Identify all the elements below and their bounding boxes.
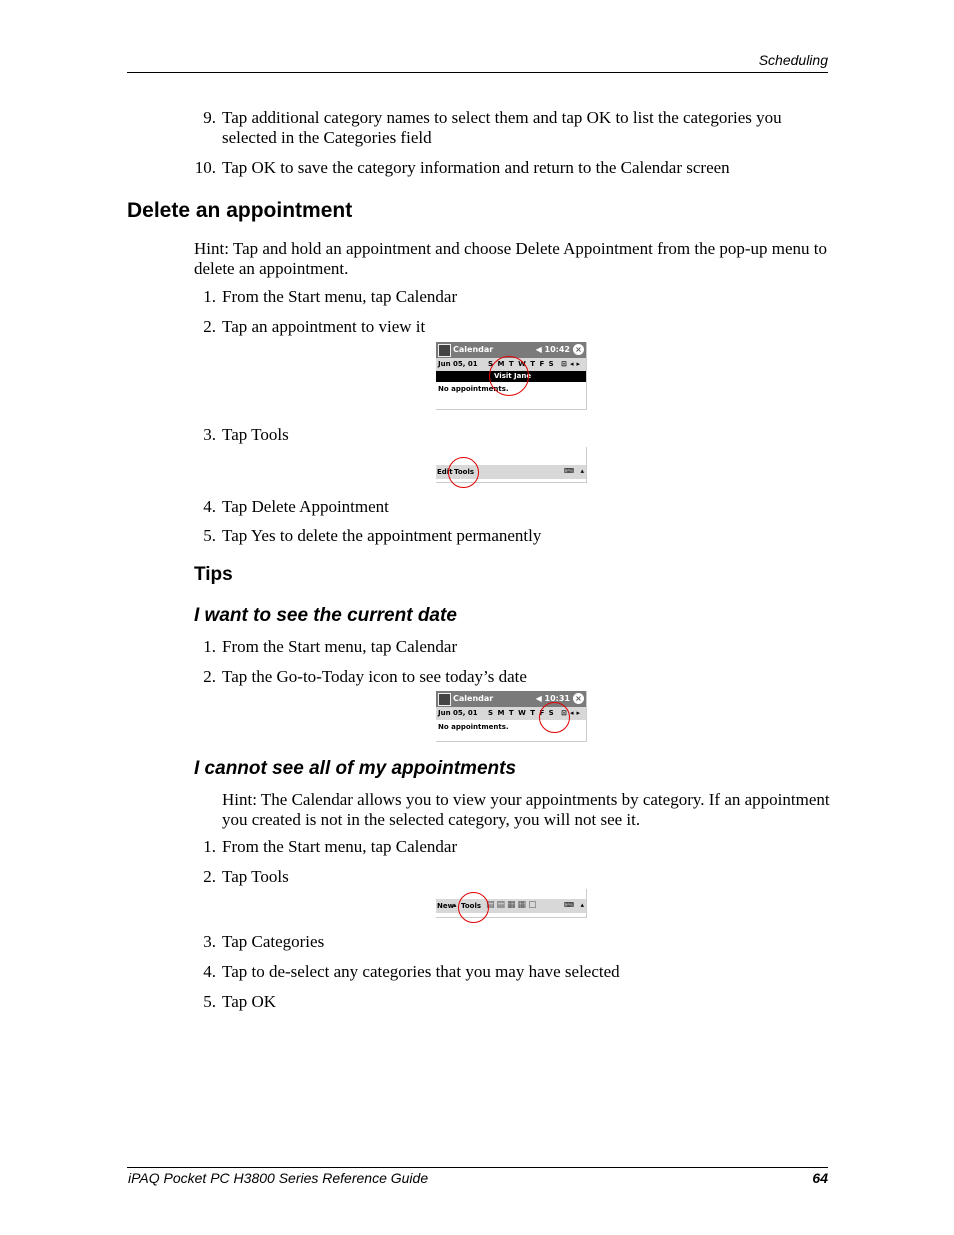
new-menu: New	[437, 902, 455, 910]
weekday-selector: S M T W T F S	[488, 360, 555, 368]
subsection-heading: I want to see the current date	[194, 605, 457, 626]
step-number: 1.	[203, 837, 216, 856]
step-number: 2.	[203, 317, 216, 336]
view-icons	[486, 900, 539, 910]
subsection-heading: I cannot see all of my appointments	[194, 758, 517, 779]
step-number: 4.	[203, 497, 216, 516]
day-view-icon: ▤	[496, 900, 508, 910]
step-number: 1.	[203, 287, 216, 306]
windows-logo-icon	[438, 344, 451, 357]
keyboard-icon: ⌨	[563, 901, 574, 909]
header-rule	[127, 72, 828, 73]
edit-menu: Edit	[437, 468, 453, 476]
date-label: Jun 05, 01	[438, 360, 478, 368]
highlight-circle	[539, 702, 570, 733]
year-view-icon: ▢	[528, 900, 539, 910]
step-text: From the Start menu, tap Calendar	[222, 837, 458, 856]
arrow-right-icon: ▸	[576, 709, 583, 717]
app-title: Calendar	[453, 345, 494, 354]
step-text-line: Tap additional category names to select them and tap OK to list the categories you	[222, 108, 782, 127]
windows-logo-icon	[438, 693, 451, 706]
weekday-selector: S M T W T F S	[488, 709, 555, 717]
step-text: Tap Delete Appointment	[222, 497, 389, 516]
step-number: 9.	[203, 108, 216, 127]
go-to-today-icon: ⊡	[561, 709, 570, 717]
step-text: Tap an appointment to view it	[222, 317, 426, 336]
appointment-label: Visit Jane	[494, 372, 532, 380]
step-number: 2.	[203, 867, 216, 886]
no-appointments-label: No appointments.	[438, 723, 509, 731]
footer-rule	[127, 1167, 828, 1168]
step-number: 3.	[203, 932, 216, 951]
close-icon: ×	[573, 344, 584, 355]
step-number: 4.	[203, 962, 216, 981]
calendar-screenshot-today	[436, 691, 587, 742]
arrow-up-icon: ▴	[580, 467, 584, 475]
step-text: Tap Tools	[222, 867, 289, 886]
step-text: Tap Tools	[222, 425, 289, 444]
step-number: 5.	[203, 526, 216, 545]
footer-title: iPAQ Pocket PC H3800 Series Reference Guide	[128, 1170, 429, 1186]
no-appointments-label: No appointments.	[438, 385, 509, 393]
step-text: Tap OK	[222, 992, 277, 1011]
section-heading: Delete an appointment	[127, 199, 353, 222]
step-text: Tap the Go-to-Today icon to see today’s date	[222, 667, 527, 686]
arrow-right-icon: ▸	[576, 360, 583, 368]
hint-paragraph	[222, 790, 830, 830]
running-header: Scheduling	[758, 52, 828, 68]
tools-menu: Tools	[461, 902, 482, 910]
step-text-line: selected in the Categories field	[222, 128, 432, 147]
keyboard-icon: ⌨	[563, 467, 574, 475]
speaker-icon: ◀	[535, 694, 545, 703]
hint-paragraph	[194, 239, 827, 279]
go-to-today-icon: ⊡	[561, 360, 570, 368]
step-text: From the Start menu, tap Calendar	[222, 637, 458, 656]
step-number: 3.	[203, 425, 216, 444]
hint-line: you created is not in the selected category, you will not see it.	[222, 810, 641, 829]
calendar-screenshot-appointment	[436, 342, 587, 410]
week-view-icon: ▦	[507, 900, 518, 910]
agenda-view-icon: ▤	[486, 900, 497, 910]
time-label: 10:42	[544, 345, 570, 354]
step-text: From the Start menu, tap Calendar	[222, 287, 458, 306]
step-number: 5.	[203, 992, 216, 1011]
nav-icons	[561, 360, 583, 368]
step-text: Tap to de-select any categories that you may have selected	[222, 962, 620, 981]
close-icon: ×	[573, 693, 584, 704]
arrow-up-icon: ▴	[580, 901, 584, 909]
highlight-circle	[448, 457, 479, 488]
step-number: 2.	[203, 667, 216, 686]
step-number: 10.	[194, 158, 216, 177]
hint-line: Hint: Tap and hold an appointment and choose Delete Appointment from the pop-up menu to	[194, 239, 828, 258]
arrow-left-icon: ◂	[569, 360, 577, 368]
step-text: Tap Yes to delete the appointment permanently	[222, 526, 542, 545]
toolbar-screenshot-views	[436, 889, 587, 918]
hint-line: delete an appointment.	[194, 259, 349, 278]
toolbar-screenshot-tools	[436, 447, 587, 483]
app-title: Calendar	[453, 694, 494, 703]
tips-heading: Tips	[194, 564, 233, 585]
highlight-circle	[489, 356, 532, 396]
page-number: 64	[812, 1170, 828, 1186]
arrow-left-icon: ◂	[569, 709, 577, 717]
hint-line: Hint: The Calendar allows you to view your appointments by category. If an appointment	[222, 790, 830, 809]
tools-menu: Tools	[454, 468, 475, 476]
date-label: Jun 05, 01	[438, 709, 478, 717]
step-text: Tap Categories	[222, 932, 325, 951]
clock	[536, 345, 570, 354]
step-text: Tap OK to save the category information and return to the Calendar screen	[222, 158, 730, 177]
arrow-up-icon: ▴	[453, 901, 457, 909]
time-label: 10:31	[544, 694, 570, 703]
month-view-icon: ▦	[517, 900, 529, 910]
speaker-icon: ◀	[535, 345, 545, 354]
step-number: 1.	[203, 637, 216, 656]
step-text	[222, 108, 782, 148]
highlight-circle	[458, 892, 489, 923]
